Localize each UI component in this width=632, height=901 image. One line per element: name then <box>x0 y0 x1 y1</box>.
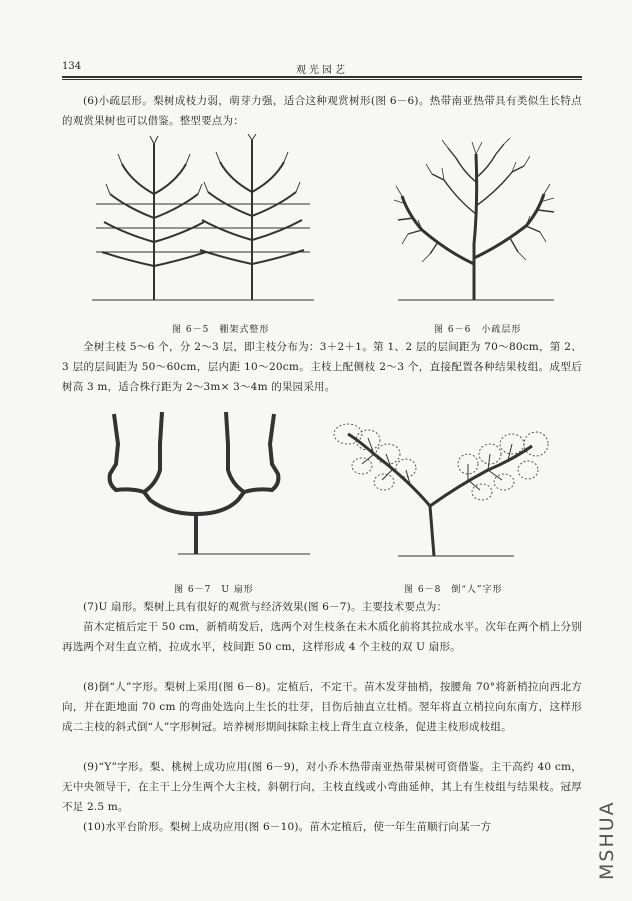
figure-6-8 <box>318 410 558 562</box>
figure-6-6-caption: 图 6－6 小疏层形 <box>434 325 522 335</box>
figure-6-7-caption: 图 6－7 U 扇形 <box>174 585 254 595</box>
running-title: 观光园艺 <box>296 65 348 76</box>
figure-6-5-caption: 图 6－5 棚架式整形 <box>172 325 270 335</box>
figure-6-7 <box>88 404 320 564</box>
u-fan-tree-illustration <box>88 404 320 564</box>
page-header <box>62 59 582 77</box>
paragraph-6-details: 全树主枝 5～6 个，分 2～3 层，即主枝分布为：3＋2＋1。第 1、2 层的层间距为 70～80cm，第 2、3 层的层间距为 50～60cm，层内距 10～20cm。主枝上配侧枝 2～3 个，直接配置各种结果枝组。成型后树高 3 m，适合株行距为 2～3m× 3～4m 的果园采用。 <box>62 341 582 393</box>
header-rule-thin <box>62 79 582 80</box>
paragraph-6: (6)小疏层形。梨树成枝力弱，萌芽力强，适合这种观赏树形(图 6－6)。热带南亚热带具有类似生长特点的观赏果树也可以借鉴。整型要点为： <box>62 95 582 127</box>
paragraph-9: (9)“Y”字形。梨、桃树上成功应用(图 6－9)，对小乔木热带南亚热带果树可资借鉴。主干高约 40 cm，无中央领导干，在主干上分生两个大主枝，斜朝行向，主枝直线或小弯曲延伸，其上有生枝组与结果枝。冠厚不足 2.5 m。 <box>62 761 582 813</box>
inverted-ren-tree-illustration <box>318 410 558 562</box>
figure-6-5 <box>92 134 314 306</box>
header-rule-thick <box>62 76 582 78</box>
paragraph-7: (7)U 扇形。梨树上具有很好的观赏与经济效果(图 6－7)。主要技术要点为： <box>83 601 448 613</box>
figure-6-6 <box>378 134 564 306</box>
sparse-layer-tree-illustration <box>378 134 564 306</box>
paragraph-8: (8)倒“人”字形。梨树上采用(图 6－8)。定植后，不定干。苗木发芽抽梢，按腰角 70°将新梢拉向西北方向，并在距地面 70 cm 的弯曲处选向上生长的壮芽，目伤后抽直立壮梢。翌年将直立梢拉向东南方，这样形成二主枝的斜式倒“人”字形树冠。培养树形期间抹除主枝上背生直立枝条，促进主枝形成枝组。 <box>62 681 582 733</box>
paragraph-7-details: 苗木定植后定干 50 cm，新梢萌发后，选两个对生枝条在未木质化前将其拉成水平。次年在两个梢上分别再选两个对生直立梢，拉成水平，枝间距 50 cm，这样形成 4 个主枝的双 U 扇形。 <box>62 621 582 653</box>
figure-6-8-caption: 图 6－8 倒“人”字形 <box>404 585 503 595</box>
page-number: 134 <box>62 61 82 72</box>
watermark-text: MSHUA <box>596 800 618 880</box>
trellis-trees-illustration <box>92 134 314 306</box>
paragraph-10: (10)水平台阶形。梨树上成功应用(图 6－10)。苗木定植后，使一年生苗顺行向某一方 <box>83 821 492 833</box>
